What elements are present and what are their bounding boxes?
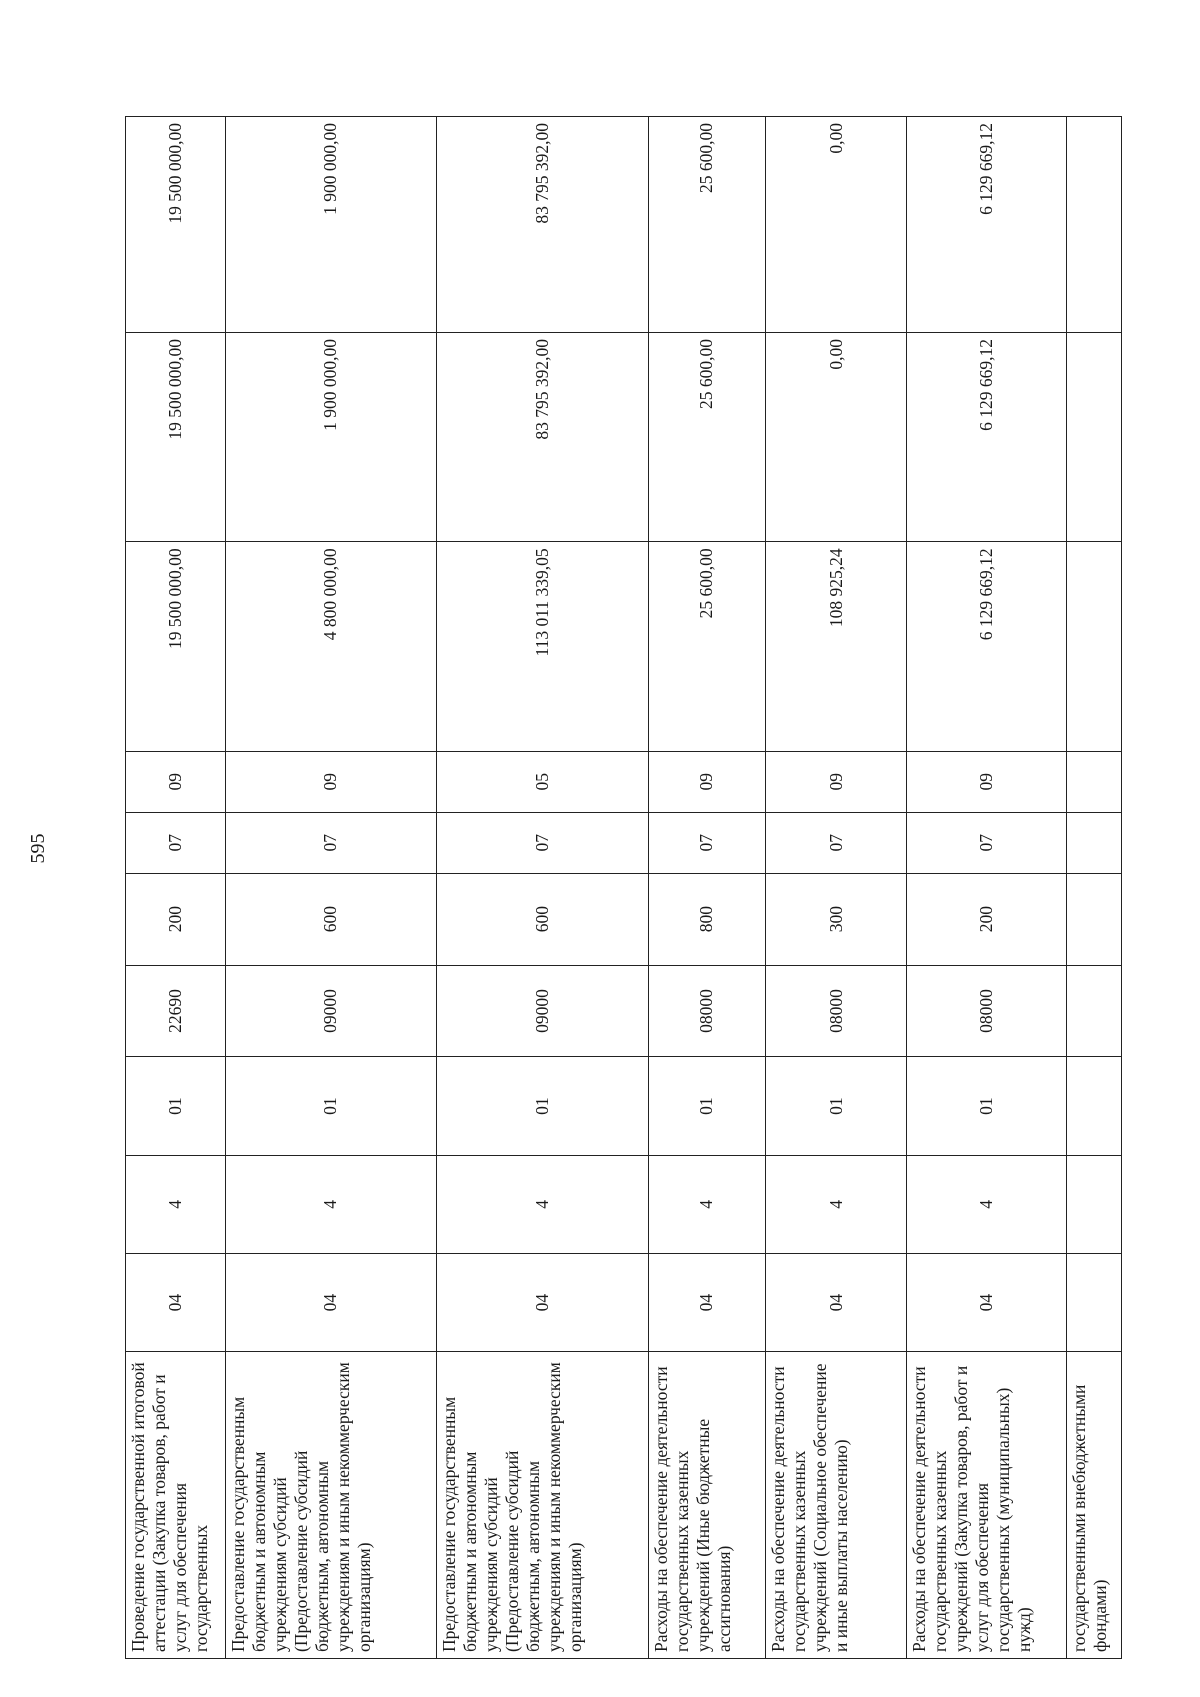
code-cell: 07 [907, 812, 1067, 873]
code-cell: 22690 [126, 965, 226, 1057]
amount-cell [1067, 332, 1122, 541]
amount-cell: 4 800 000,00 [225, 542, 437, 751]
amount-cell: 83 795 392,00 [437, 117, 649, 333]
table-row [766, 117, 907, 1659]
amount-cell: 25 600,00 [648, 332, 766, 541]
page-number: 595 [27, 833, 49, 864]
code-cell: 07 [225, 812, 437, 873]
table-row [648, 117, 766, 1659]
amount-cell [1067, 542, 1122, 751]
amount-cell: 6 129 669,12 [907, 117, 1067, 333]
code-cell: 4 [225, 1155, 437, 1253]
budget-table [125, 116, 1122, 1659]
row-name: Расходы на обеспечение деятельности государственных казенных учреждений (Закупка товаров, работ и услуг для обеспечения государственных (муниципальных) нужд) [907, 1352, 1067, 1659]
code-cell [1067, 965, 1122, 1057]
code-cell: 09 [225, 751, 437, 812]
table-row [1067, 117, 1122, 1659]
code-cell: 08000 [648, 965, 766, 1057]
code-cell: 4 [648, 1155, 766, 1253]
code-cell: 05 [437, 751, 649, 812]
amount-cell: 19 500 000,00 [126, 117, 226, 333]
amount-cell: 19 500 000,00 [126, 542, 226, 751]
code-cell: 07 [126, 812, 226, 873]
row-name: Предоставление государственным бюджетным и автономным учреждениям субсидий (Предоставление субсидий бюджетным, автономным учреждениям и иным некоммерческим организациям) [437, 1352, 649, 1659]
code-cell: 09 [907, 751, 1067, 812]
code-cell: 4 [126, 1155, 226, 1253]
code-cell [1067, 1057, 1122, 1155]
code-cell: 04 [907, 1254, 1067, 1352]
code-cell: 200 [907, 873, 1067, 965]
budget-table-wrapper [125, 116, 1122, 1659]
code-cell: 4 [766, 1155, 907, 1253]
code-cell: 01 [907, 1057, 1067, 1155]
code-cell: 200 [126, 873, 226, 965]
row-name: Расходы на обеспечение деятельности государственных казенных учреждений (Социальное обеспечение и иные выплаты населению) [766, 1352, 907, 1659]
code-cell [1067, 751, 1122, 812]
code-cell: 09000 [225, 965, 437, 1057]
amount-cell: 6 129 669,12 [907, 542, 1067, 751]
row-name: государственными внебюджетными фондами) [1067, 1352, 1122, 1659]
code-cell [1067, 873, 1122, 965]
code-cell: 600 [225, 873, 437, 965]
code-cell: 04 [437, 1254, 649, 1352]
amount-cell: 108 925,24 [766, 542, 907, 751]
amount-cell: 1 900 000,00 [225, 332, 437, 541]
code-cell [1067, 1155, 1122, 1253]
code-cell: 04 [126, 1254, 226, 1352]
amount-cell: 83 795 392,00 [437, 332, 649, 541]
row-name: Расходы на обеспечение деятельности государственных казенных учреждений (Иные бюджетные ассигнования) [648, 1352, 766, 1659]
code-cell: 01 [437, 1057, 649, 1155]
code-cell: 07 [766, 812, 907, 873]
code-cell: 4 [907, 1155, 1067, 1253]
table-row [907, 117, 1067, 1659]
code-cell: 4 [437, 1155, 649, 1253]
code-cell: 800 [648, 873, 766, 965]
code-cell: 09 [648, 751, 766, 812]
code-cell: 01 [766, 1057, 907, 1155]
amount-cell: 0,00 [766, 332, 907, 541]
amount-cell: 113 011 339,05 [437, 542, 649, 751]
code-cell: 09 [766, 751, 907, 812]
code-cell: 01 [648, 1057, 766, 1155]
code-cell: 08000 [766, 965, 907, 1057]
table-row [437, 117, 649, 1659]
code-cell: 04 [766, 1254, 907, 1352]
code-cell: 09000 [437, 965, 649, 1057]
amount-cell: 0,00 [766, 117, 907, 333]
code-cell: 01 [225, 1057, 437, 1155]
amount-cell: 19 500 000,00 [126, 332, 226, 541]
amount-cell: 6 129 669,12 [907, 332, 1067, 541]
code-cell: 09 [126, 751, 226, 812]
code-cell [1067, 1254, 1122, 1352]
code-cell: 600 [437, 873, 649, 965]
code-cell: 01 [126, 1057, 226, 1155]
code-cell: 08000 [907, 965, 1067, 1057]
code-cell: 07 [648, 812, 766, 873]
table-row [126, 117, 226, 1659]
amount-cell [1067, 117, 1122, 333]
row-name: Предоставление государственным бюджетным и автономным учреждениям субсидий (Предоставление субсидий бюджетным, автономным учреждениям и иным некоммерческим организациям) [225, 1352, 437, 1659]
code-cell: 04 [225, 1254, 437, 1352]
code-cell: 300 [766, 873, 907, 965]
code-cell [1067, 812, 1122, 873]
code-cell: 04 [648, 1254, 766, 1352]
amount-cell: 1 900 000,00 [225, 117, 437, 333]
amount-cell: 25 600,00 [648, 117, 766, 333]
code-cell: 07 [437, 812, 649, 873]
amount-cell: 25 600,00 [648, 542, 766, 751]
row-name: Проведение государственной итоговой аттестации (Закупка товаров, работ и услуг для обеспечения государственных [126, 1352, 226, 1659]
table-row [225, 117, 437, 1659]
